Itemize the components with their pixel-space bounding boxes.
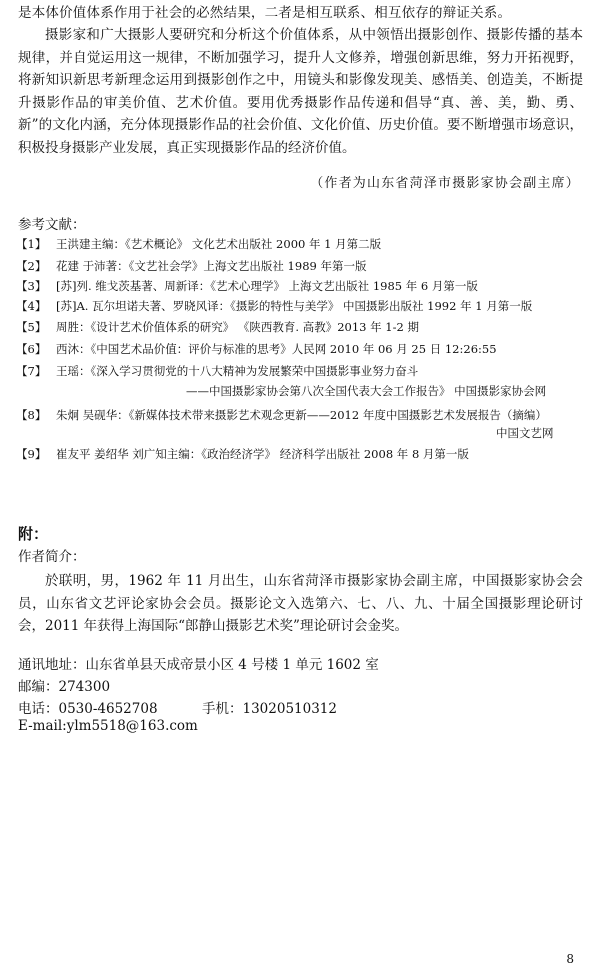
- reference-text: 朱炯 吴砚华：《新媒体技术带来摄影艺术观念更新——2012 年度中国摄影艺术发展报告（摘编）: [56, 408, 547, 422]
- paragraph-tail: 是本体价值体系作用于社会的必然结果，二者是相互联系、相互依存的辩证关系。: [18, 5, 512, 21]
- reference-item-8: [16, 407, 547, 423]
- reference-number: 【3】: [16, 279, 47, 293]
- reference-item-1: [16, 236, 381, 252]
- reference-text: [苏]A. 瓦尔坦诺夫著、罗晓风译：《摄影的特性与美学》 中国摄影出版社 1992 年 1 月第一版: [56, 299, 533, 313]
- reference-text: 西沐：《中国艺术品价值：评价与标准的思考》人民网 2010 年 06 月 25 日 12:26:55: [56, 342, 497, 356]
- reference-item-4: [16, 298, 532, 314]
- reference-number: 【2】: [16, 259, 47, 273]
- reference-item-3: [16, 278, 478, 294]
- references-title: 参考文献：: [18, 217, 86, 233]
- reference-number: 【5】: [16, 320, 47, 334]
- reference-number: 【9】: [16, 447, 47, 461]
- contact-email: E-mail:ylm5518@163.com: [18, 718, 198, 734]
- reference-item-5: [16, 319, 419, 335]
- reference-item-8-continued: 中国文艺网: [496, 426, 554, 440]
- contact-address: 通讯地址：山东省单县天成帝景小区 4 号楼 1 单元 1602 室: [18, 657, 379, 673]
- reference-text: [苏]列. 维戈茨基著、周新译：《艺术心理学》 上海文艺出版社 1985 年 6 月第一版: [56, 279, 478, 293]
- reference-item-6: [16, 341, 497, 357]
- contact-mobile: 手机：13020510312: [202, 701, 337, 717]
- reference-text: 王洪建主编：《艺术概论》 文化艺术出版社 2000 年 1 月第二版: [56, 237, 382, 251]
- page-number: 8: [566, 952, 574, 966]
- appendix-title: 附：: [18, 525, 49, 543]
- author-signature: （作者为山东省菏泽市摄影家协会副主席）: [310, 176, 580, 191]
- reference-text: 崔友平 姜绍华 刘广知主编：《政治经济学》 经济科学出版社 2008 年 8 月第一版: [56, 447, 469, 461]
- reference-item-7-continued: ——中国摄影家协会第八次全国代表大会工作报告》 中国摄影家协会网: [186, 384, 547, 398]
- author-intro-label: 作者简介：: [18, 549, 86, 565]
- reference-number: 【1】: [16, 237, 47, 251]
- reference-number: 【8】: [16, 408, 47, 422]
- reference-item-7: [16, 363, 418, 379]
- reference-number: 【4】: [16, 299, 47, 313]
- reference-text: 周胜：《设计艺术价值体系的研究》 《陕西教育. 高教》2013 年 1-2 期: [56, 320, 419, 334]
- reference-item-2: [16, 258, 366, 274]
- reference-number: 【7】: [16, 364, 47, 378]
- reference-number: 【6】: [16, 342, 47, 356]
- reference-item-9: [16, 446, 469, 462]
- contact-phone: 电话：0530-4652708: [18, 701, 158, 717]
- contact-postcode: 邮编：274300: [18, 679, 111, 695]
- author-bio: 於联明，男，1962 年 11 月出生，山东省菏泽市摄影家协会副主席，中国摄影家协会会员，山东省文艺评论家协会会员。摄影论文入选第六、七、八、九、十届全国摄影理论研讨会，2011 年获得上海国际“郎静山摄影艺术奖”理论研讨会金奖。: [18, 573, 583, 634]
- paragraph-main: 摄影家和广大摄影人要研究和分析这个价值体系，从中领悟出摄影创作、摄影传播的基本规律，并自觉运用这一规律，不断加强学习，提升人文修养，增强创新思维，努力开拓视野，将新知识新思考新理念运用到摄影创作之中，用镜头和影像发现美、感悟美、创造美，不断提升摄影作品的审美价值、艺术价值。要用优秀摄影作品传递和倡导“真、善、美，勤、勇、新”的文化内涵，充分体现摄影作品的社会价值、文化价值、历史价值。要不断增强市场意识，积极投身摄影产业发展，真正实现摄影作品的经济价值。: [18, 27, 583, 156]
- reference-text: 花建 于沛著：《文艺社会学》上海文艺出版社 1989 年第一版: [56, 259, 367, 273]
- reference-text: 王瑶：《深入学习贯彻党的十八大精神为发展繁荣中国摄影事业努力奋斗: [56, 364, 419, 378]
